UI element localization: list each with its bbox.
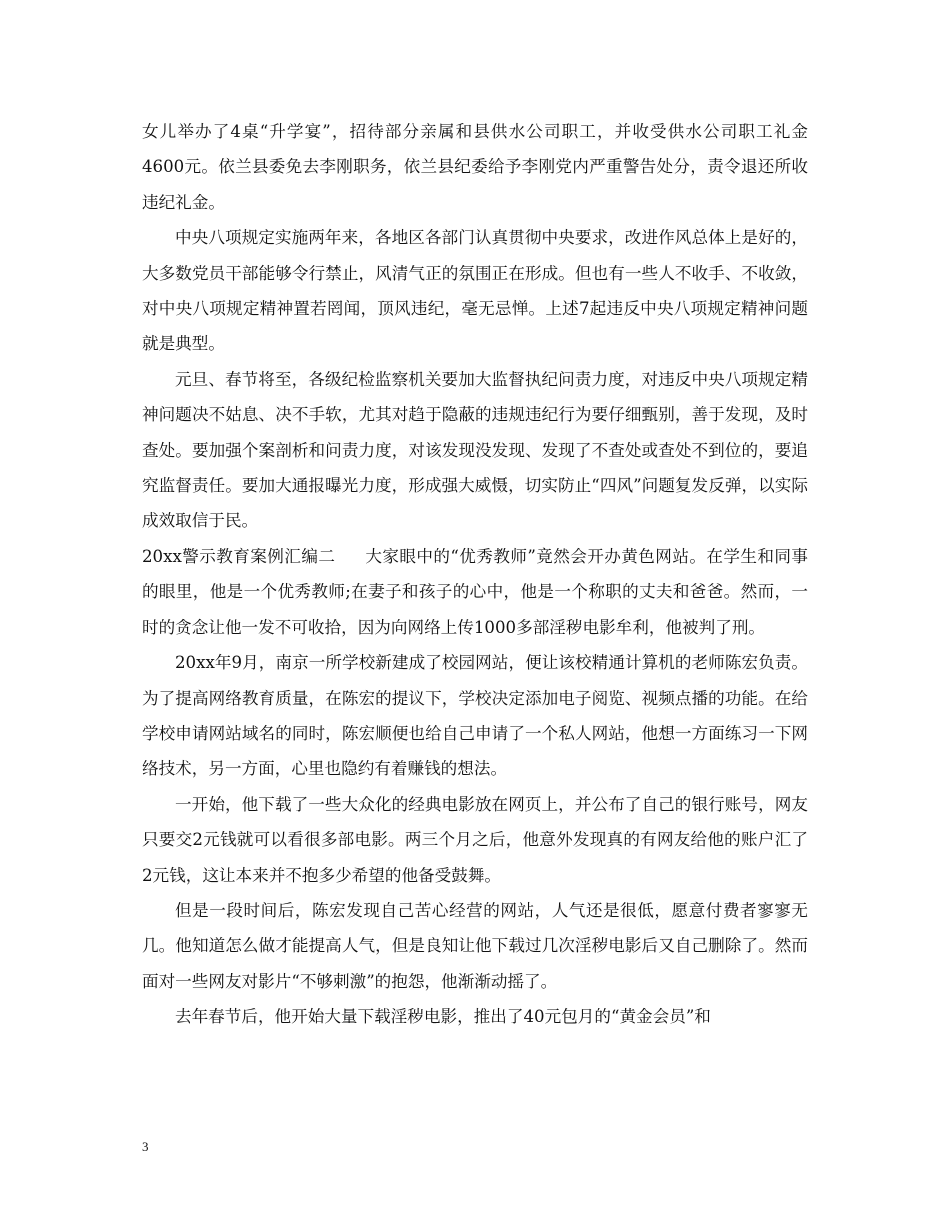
paragraph: 中央八项规定实施两年来，各地区各部门认真贯彻中央要求，改进作风总体上是好的，大多数党员干部能够令行禁止，风清气正的氛围正在形成。但也有一些人不收手、不收敛，对中央八项规定精神置若罔闻，顶风违纪，毫无忌惮。上述7起违反中央八项规定精神问题就是典型。: [142, 228, 808, 354]
paragraph-text: 大家眼中的“优秀教师”竟然会开办黄色网站。在学生和同事的眼里，他是一个优秀教师;在妻子和孩子的心中，他是一个称职的丈夫和爸爸。然而，一时的贪念让他一发不可收拾，因为向网络上传1000多部淫秽电影牟利，他被判了刑。: [142, 546, 808, 637]
paragraph-with-heading: [142, 539, 808, 645]
paragraph: 但是一段时间后，陈宏发现自己苦心经营的网站，人气还是很低，愿意付费者寥寥无几。他知道怎么做才能提高人气，但是良知让他下载过几次淫秽电影后又自己删除了。然而面对一些网友对影片“不够刺激”的抱怨，他渐渐动摇了。: [142, 900, 808, 991]
paragraph: 女儿举办了4桌“升学宴”，招待部分亲属和县供水公司职工，并收受供水公司职工礼金4600元。依兰县委免去李刚职务，依兰县纪委给予李刚党内严重警告处分，责令退还所收违纪礼金。: [142, 122, 808, 212]
document-body: [142, 114, 808, 1035]
paragraph: 20xx年9月，南京一所学校新建成了校园网站，便让该校精通计算机的老师陈宏负责。为了提高网络教育质量，在陈宏的提议下，学校决定添加电子阅览、视频点播的功能。在给学校申请网站域名的同时，陈宏顺便也给自己申请了一个私人网站，他想一方面练习一下网络技术，另一方面，心里也隐约有着赚钱的想法。: [142, 653, 808, 779]
paragraph: 一开始，他下载了一些大众化的经典电影放在网页上，并公布了自己的银行账号，网友只要交2元钱就可以看很多部电影。两三个月之后，他意外发现真的有网友给他的账户汇了2元钱，这让本来并不抱多少希望的他备受鼓舞。: [142, 794, 808, 885]
page-number: 3: [142, 1139, 149, 1154]
section-heading: 20xx警示教育案例汇编二: [142, 546, 336, 566]
paragraph: 去年春节后，他开始大量下载淫秽电影，推出了40元包月的“黄金会员”和: [175, 1007, 711, 1027]
paragraph: 元旦、春节将至，各级纪检监察机关要加大监督执纪问责力度，对违反中央八项规定精神问题决不姑息、决不手软，尤其对趋于隐蔽的违规违纪行为要仔细甄别，善于发现，及时查处。要加强个案剖析和问责力度，对该发现没发现、发现了不查处或查处不到位的，要追究监督责任。要加大通报曝光力度，形成强大威慑，切实防止“四风”问题复发反弹，以实际成效取信于民。: [142, 369, 808, 531]
